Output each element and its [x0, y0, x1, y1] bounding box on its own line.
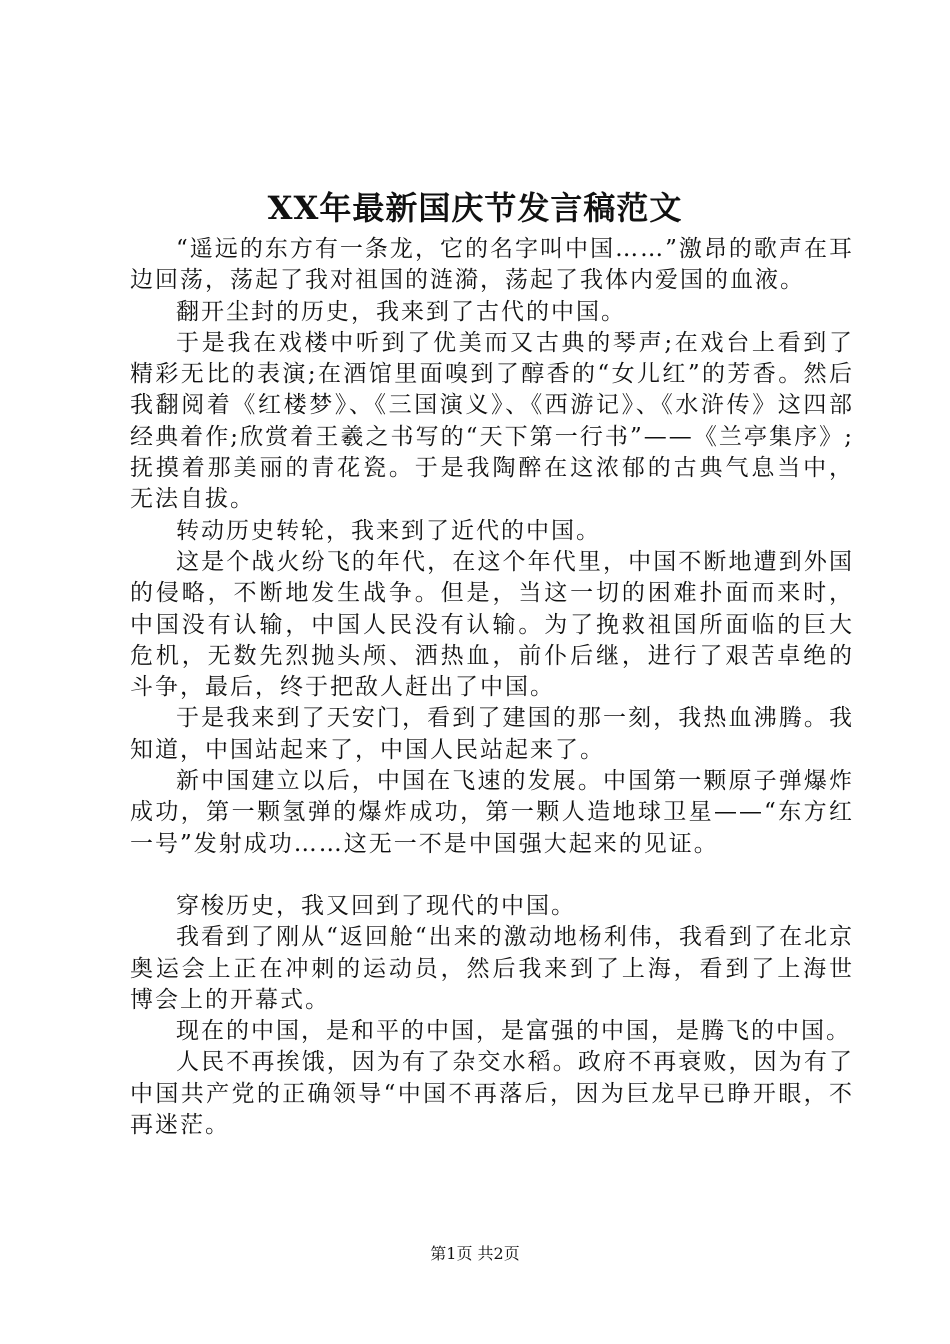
paragraph: “遥远的东方有一条龙，它的名字叫中国……”激昂的歌声在耳边回荡，荡起了我对祖国的涟漪，荡起了我体内爱国的血液。	[130, 236, 854, 294]
blank-line	[130, 860, 854, 891]
paragraph: 人民不再挨饿，因为有了杂交水稻。政府不再衰败，因为有了中国共产党的正确领导“中国不再落后，因为巨龙早已睁开眼，不再迷茫。	[130, 1049, 854, 1139]
paragraph: 现在的中国，是和平的中国，是富强的中国，是腾飞的中国。	[176, 1018, 851, 1045]
paragraph: 穿梭历史，我又回到了现代的中国。	[176, 892, 576, 919]
page-footer: 第1页 共2页	[430, 1244, 520, 1263]
paragraph: 转动历史转轮，我来到了近代的中国。	[176, 517, 601, 544]
document-title: XX年最新国庆节发言稿范文	[267, 189, 683, 227]
paragraph: 这是个战火纷飞的年代，在这个年代里，中国不断地遭到外国的侵略，不断地发生战争。但是，当这一切的困难扑面而来时，中国没有认输，中国人民没有认输。为了挽救祖国所面临的巨大危机，无数先烈抛头颅、洒热血，前仆后继，进行了艰苦卓绝的斗争，最后，终于把敌人赶出了中国。	[130, 548, 854, 701]
paragraph: 于是我来到了天安门，看到了建国的那一刻，我热血沸腾。我知道，中国站起来了，中国人民站起来了。	[130, 705, 854, 763]
paragraph: 翻开尘封的历史，我来到了古代的中国。	[176, 298, 626, 325]
paragraph: 新中国建立以后，中国在飞速的发展。中国第一颗原子弹爆炸成功，第一颗氢弹的爆炸成功，第一颗人造地球卫星——“东方红一号”发射成功……这无一不是中国强大起来的见证。	[130, 768, 854, 857]
paragraph: 我看到了刚从“返回舱“出来的激动地杨利伟，我看到了在北京奥运会上正在冲刺的运动员，然后我来到了上海，看到了上海世博会上的开幕式。	[130, 924, 854, 1013]
document-body	[130, 234, 854, 1141]
paragraph: 于是我在戏楼中听到了优美而又古典的琴声;在戏台上看到了精彩无比的表演;在酒馆里面嗅到了醇香的“女儿红”的芳香。然后我翻阅着《红楼梦》、《三国演义》、《西游记》、《水浒传》这四部经典着作;欣赏着王羲之书写的“天下第一行书”——《兰亭集序》;抚摸着那美丽的青花瓷。于是我陶醉在这浓郁的古典气息当中，无法自拔。	[130, 329, 854, 513]
